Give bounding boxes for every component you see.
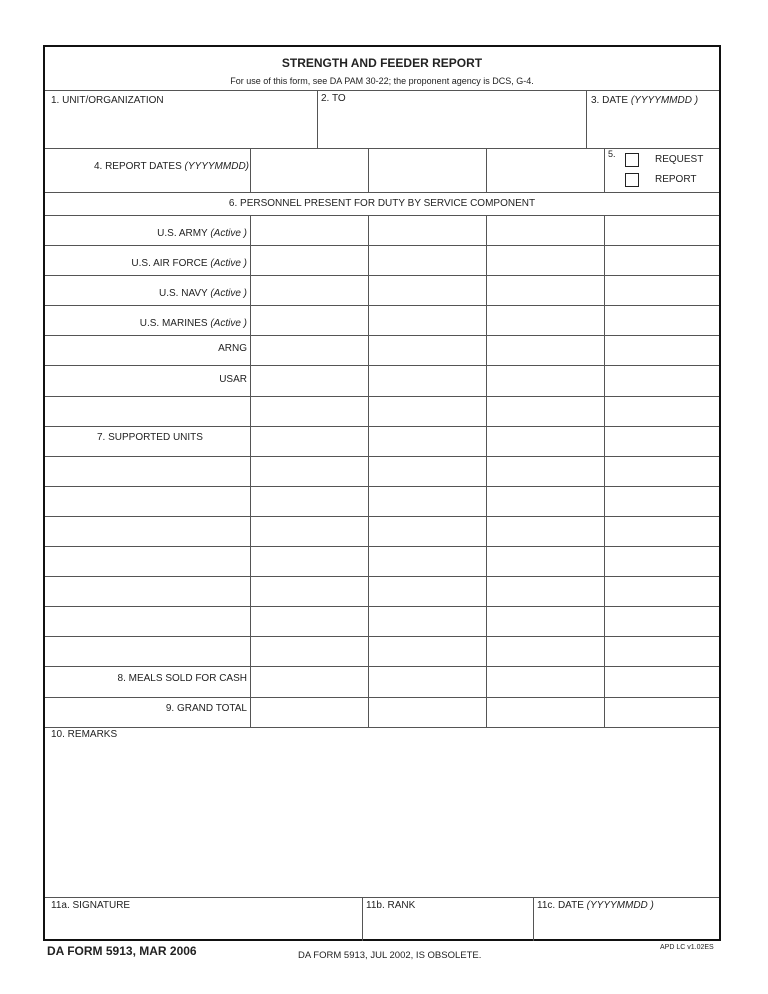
request-label: REQUEST: [655, 154, 704, 165]
remarks-label: 10. REMARKS: [51, 729, 118, 740]
report-date-3-field[interactable]: [487, 149, 604, 192]
count-field[interactable]: [605, 606, 719, 636]
count-field[interactable]: [487, 305, 604, 335]
unit-label: 1. UNIT/ORGANIZATION: [51, 95, 164, 106]
count-field[interactable]: [369, 456, 486, 486]
count-field[interactable]: [487, 335, 604, 365]
count-field[interactable]: [369, 215, 486, 245]
personnel-row-label: USAR: [219, 374, 247, 385]
supported-unit-name-field[interactable]: [45, 456, 250, 486]
count-field[interactable]: [487, 456, 604, 486]
table-row: [45, 366, 719, 396]
count-field[interactable]: [487, 486, 604, 516]
count-field[interactable]: [251, 456, 368, 486]
count-field[interactable]: [605, 667, 719, 697]
count-field[interactable]: [487, 366, 604, 396]
supported-unit-name-field[interactable]: [45, 636, 250, 666]
table-row: [45, 426, 719, 456]
count-field[interactable]: [369, 606, 486, 636]
table-row: [45, 335, 719, 365]
supported-unit-name-field[interactable]: [45, 576, 250, 606]
count-field[interactable]: [605, 245, 719, 275]
count-field[interactable]: [369, 366, 486, 396]
count-field[interactable]: [487, 516, 604, 546]
count-field[interactable]: [251, 697, 368, 727]
rank-label: 11b. RANK: [366, 900, 416, 911]
date-label: 3. DATE (YYYYMMDD ): [591, 95, 699, 106]
report-date-1-field[interactable]: [251, 149, 368, 192]
count-field[interactable]: [605, 335, 719, 365]
personnel-row-label: U.S. MARINES (Active ): [139, 318, 247, 329]
count-field[interactable]: [487, 245, 604, 275]
table-row: [45, 636, 719, 666]
signature-label: 11a. SIGNATURE: [51, 900, 131, 911]
count-field[interactable]: [369, 546, 486, 576]
count-field[interactable]: [251, 305, 368, 335]
form-title: STRENGTH AND FEEDER REPORT: [281, 56, 483, 70]
personnel-row-label: U.S. ARMY (Active ): [157, 228, 247, 239]
request-checkbox[interactable]: [625, 153, 639, 167]
count-field[interactable]: [487, 606, 604, 636]
personnel-row-label: U.S. NAVY (Active ): [159, 288, 247, 299]
count-field[interactable]: [605, 697, 719, 727]
table-row: [45, 275, 719, 305]
count-field[interactable]: [605, 305, 719, 335]
report-label: REPORT: [655, 174, 697, 185]
signature-field[interactable]: [45, 911, 362, 941]
count-field[interactable]: [251, 516, 368, 546]
count-field[interactable]: [605, 546, 719, 576]
table-row: [45, 516, 719, 546]
count-field[interactable]: [251, 576, 368, 606]
date-field[interactable]: [587, 91, 719, 149]
table-row: [45, 606, 719, 636]
count-field[interactable]: [487, 426, 604, 456]
table-row: [45, 697, 719, 727]
form-id: DA FORM 5913, MAR 2006: [47, 944, 197, 958]
personnel-row-label: ARNG: [218, 343, 247, 354]
count-field[interactable]: [369, 576, 486, 606]
table-row: [45, 305, 719, 335]
count-field[interactable]: [369, 516, 486, 546]
count-field[interactable]: [369, 667, 486, 697]
report-checkbox[interactable]: [625, 173, 639, 187]
item-5-number: 5.: [608, 149, 616, 159]
count-field[interactable]: [369, 426, 486, 456]
count-field[interactable]: [251, 636, 368, 666]
count-field[interactable]: [605, 275, 719, 305]
obsolete-note: DA FORM 5913, JUL 2002, IS OBSOLETE.: [298, 950, 482, 961]
table-row: [45, 396, 719, 426]
supported-units-label: 7. SUPPORTED UNITS: [97, 432, 203, 443]
count-field[interactable]: [487, 275, 604, 305]
report-dates-label: 4. REPORT DATES (YYYYMMDD): [93, 161, 249, 172]
count-field[interactable]: [251, 486, 368, 516]
sig-date-label: 11c. DATE (YYYYMMDD ): [537, 900, 654, 911]
strength-feeder-form: [43, 45, 721, 941]
count-field[interactable]: [369, 335, 486, 365]
personnel-row-label: U.S. AIR FORCE (Active ): [131, 258, 247, 269]
count-field[interactable]: [369, 486, 486, 516]
count-field[interactable]: [605, 516, 719, 546]
count-field[interactable]: [369, 396, 486, 426]
to-label: 2. TO: [321, 93, 346, 104]
sig-date-field[interactable]: [534, 911, 719, 941]
rank-field[interactable]: [363, 911, 533, 941]
count-field[interactable]: [251, 335, 368, 365]
grand-total-label: 9. GRAND TOTAL: [165, 703, 247, 714]
count-field[interactable]: [251, 215, 368, 245]
table-row: [45, 486, 719, 516]
count-field[interactable]: [605, 396, 719, 426]
table-row: [45, 667, 719, 697]
count-field[interactable]: [251, 396, 368, 426]
count-field[interactable]: [251, 275, 368, 305]
table-row: [45, 456, 719, 486]
to-field[interactable]: [318, 91, 586, 149]
count-field[interactable]: [487, 576, 604, 606]
count-field[interactable]: [369, 636, 486, 666]
supported-unit-name-field[interactable]: [45, 606, 250, 636]
count-field[interactable]: [251, 667, 368, 697]
count-field[interactable]: [605, 576, 719, 606]
supported-unit-name-field[interactable]: [45, 546, 250, 576]
count-field[interactable]: [251, 426, 368, 456]
count-field[interactable]: [487, 667, 604, 697]
count-field[interactable]: [487, 636, 604, 666]
count-field[interactable]: [369, 305, 486, 335]
count-field[interactable]: [369, 275, 486, 305]
count-field[interactable]: [605, 636, 719, 666]
version-label: APD LC v1.02ES: [660, 944, 714, 951]
count-field[interactable]: [251, 606, 368, 636]
count-field[interactable]: [251, 366, 368, 396]
count-field[interactable]: [369, 697, 486, 727]
personnel-header: 6. PERSONNEL PRESENT FOR DUTY BY SERVICE COMPONENT: [228, 198, 536, 209]
count-field[interactable]: [251, 546, 368, 576]
unit-field[interactable]: [45, 91, 317, 149]
count-field[interactable]: [605, 486, 719, 516]
meals-label: 8. MEALS SOLD FOR CASH: [117, 673, 247, 684]
count-field[interactable]: [487, 215, 604, 245]
count-field[interactable]: [369, 245, 486, 275]
report-date-2-field[interactable]: [369, 149, 486, 192]
count-field[interactable]: [487, 697, 604, 727]
remarks-field[interactable]: [45, 739, 719, 897]
form-subtitle: For use of this form, see DA PAM 30-22; the proponent agency is DCS, G-4.: [230, 76, 534, 86]
table-row: [45, 576, 719, 606]
count-field[interactable]: [487, 396, 604, 426]
count-field[interactable]: [605, 215, 719, 245]
supported-unit-name-field[interactable]: [45, 516, 250, 546]
supported-unit-name-field[interactable]: [45, 486, 250, 516]
count-field[interactable]: [251, 245, 368, 275]
table-row: [45, 245, 719, 275]
table-row: [45, 215, 719, 245]
count-field[interactable]: [487, 546, 604, 576]
count-field[interactable]: [605, 426, 719, 456]
table-row: [45, 546, 719, 576]
count-field[interactable]: [605, 366, 719, 396]
count-field[interactable]: [605, 456, 719, 486]
